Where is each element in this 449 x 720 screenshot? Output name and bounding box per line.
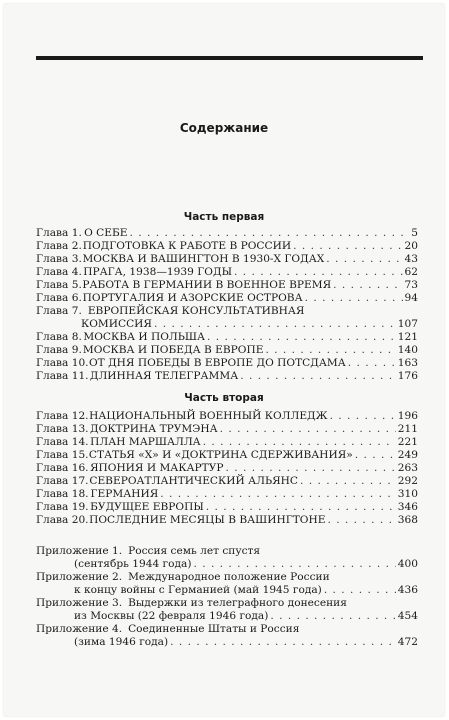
- appendix-list: [36, 545, 418, 649]
- entry-page-number: 472: [397, 636, 418, 648]
- entry-page-number: 249: [397, 449, 418, 461]
- toc-entry[interactable]: [36, 514, 418, 527]
- dot-leader: [160, 488, 395, 501]
- entry-title: ДЛИННАЯ ТЕЛЕГРАММА: [89, 370, 239, 382]
- entry-title: Россия семь лет спустя: [128, 545, 261, 557]
- entry-title-continued: из Москвы (22 февраля 1946 года): [74, 610, 269, 622]
- entry-title: БУДУЩЕЕ ЕВРОПЫ: [90, 501, 204, 513]
- toc-entry-row: [36, 266, 418, 279]
- entry-title: ПЛАН МАРШАЛЛА: [90, 436, 201, 448]
- toc-entry-row: [36, 597, 418, 610]
- toc-entry-row: [36, 488, 418, 501]
- toc-entry-row: [36, 436, 418, 449]
- entry-number: Глава 20.: [36, 514, 89, 526]
- entry-title-continued: (зима 1946 года): [74, 636, 169, 648]
- entry-title-continued: (сентябрь 1944 года): [74, 558, 192, 570]
- toc-entry-row: [36, 475, 418, 488]
- dot-leader: [348, 357, 396, 370]
- part-two-list: [36, 410, 418, 527]
- toc-entry-row: [36, 571, 418, 584]
- toc-entry-row: [36, 584, 418, 597]
- toc-entry-row: [36, 227, 418, 240]
- toc-entry-row: [36, 462, 418, 475]
- entry-number: Глава 19.: [36, 501, 89, 513]
- toc-entry-row: [36, 514, 418, 527]
- entry-page-number: 163: [397, 357, 418, 369]
- toc-entry[interactable]: [36, 240, 418, 253]
- dot-leader: [324, 584, 396, 597]
- entry-number: Приложение 2.: [36, 571, 123, 583]
- entry-title: МОСКВА И ПОЛЬША: [83, 331, 206, 343]
- entry-page-number: 292: [397, 475, 418, 487]
- dot-leader: [293, 240, 402, 253]
- entry-number: Глава 5.: [36, 279, 82, 291]
- entry-title: ОТ ДНЯ ПОБЕДЫ В ЕВРОПЕ ДО ПОТСДАМА: [88, 357, 346, 369]
- toc-entry-row: [36, 558, 418, 571]
- dot-leader: [270, 610, 395, 623]
- dot-leader: [220, 423, 396, 436]
- entry-number: Глава 4.: [36, 266, 82, 278]
- book-page: [4, 4, 444, 716]
- entry-number: Глава 14.: [36, 436, 89, 448]
- entry-page-number: 94: [404, 292, 418, 304]
- part-one-list: [36, 227, 418, 383]
- entry-page-number: 368: [397, 514, 418, 526]
- entry-number: Глава 17.: [36, 475, 89, 487]
- entry-page-number: 176: [397, 370, 418, 382]
- toc-entry[interactable]: [36, 331, 418, 344]
- entry-page-number: 400: [397, 558, 418, 570]
- entry-number: Глава 15.: [36, 449, 89, 461]
- toc-entry-row: [36, 623, 418, 636]
- entry-title: СТАТЬЯ «Х» И «ДОКТРИНА СДЕРЖИВАНИЯ»: [88, 449, 353, 461]
- part-two-title: Часть вторая: [184, 392, 264, 404]
- entry-number: Приложение 1.: [36, 545, 123, 557]
- toc-entry[interactable]: [36, 545, 418, 571]
- entry-page-number: 310: [397, 488, 418, 500]
- dot-leader: [130, 227, 410, 240]
- entry-title: РАБОТА В ГЕРМАНИИ В ВОЕННОЕ ВРЕМЯ: [82, 279, 332, 291]
- entry-title: ЯПОНИЯ И МАКАРТУР: [89, 462, 224, 474]
- entry-title-continued: к концу войны с Германией (май 1945 года): [74, 584, 322, 596]
- entry-title: ПОСЛЕДНИЕ МЕСЯЦЫ В ВАШИНГТОНЕ: [89, 514, 326, 526]
- dot-leader: [170, 636, 396, 649]
- part-one-title: Часть первая: [183, 211, 265, 223]
- toc-entry-row: [36, 449, 418, 462]
- entry-title: МОСКВА И ВАШИНГТОН В 1930-Х ГОДАХ: [82, 253, 325, 265]
- entry-title: Выдержки из телеграфного донесения: [128, 597, 347, 609]
- toc-entry[interactable]: [36, 449, 418, 462]
- dot-leader: [193, 558, 395, 571]
- entry-number: Глава 3.: [36, 253, 82, 265]
- entry-page-number: 62: [404, 266, 418, 278]
- entry-page-number: 211: [397, 423, 418, 435]
- toc-entry[interactable]: [36, 370, 418, 383]
- entry-number: Глава 2.: [36, 240, 82, 252]
- toc-entry[interactable]: [36, 423, 418, 436]
- entry-title: ГЕРМАНИЯ: [90, 488, 159, 500]
- dot-leader: [333, 279, 402, 292]
- entry-number: Глава 12.: [36, 410, 89, 422]
- toc-entry[interactable]: [36, 253, 418, 266]
- toc-entry[interactable]: [36, 488, 418, 501]
- entry-title: Соединенные Штаты и Россия: [128, 623, 300, 635]
- toc-entry-row: [36, 370, 418, 383]
- toc-entry-row: [36, 501, 418, 514]
- entry-page-number: 140: [397, 344, 418, 356]
- toc-entry[interactable]: [36, 305, 418, 331]
- entry-title: Международное положение России: [128, 571, 330, 583]
- toc-entry[interactable]: [36, 279, 418, 292]
- entry-title: ПРАГА, 1938—1939 ГОДЫ: [83, 266, 232, 278]
- toc-entry[interactable]: [36, 436, 418, 449]
- dot-leader: [305, 292, 403, 305]
- toc-entry[interactable]: [36, 410, 418, 423]
- entry-number: Глава 1.: [36, 227, 82, 239]
- dot-leader: [154, 318, 396, 331]
- entry-page-number: 263: [397, 462, 418, 474]
- toc-entry[interactable]: [36, 462, 418, 475]
- toc-entry-row: [36, 410, 418, 423]
- entry-page-number: 20: [404, 240, 418, 252]
- dot-leader: [240, 370, 396, 383]
- dot-leader: [226, 462, 396, 475]
- entry-number: Глава 11.: [36, 370, 89, 382]
- toc-entry[interactable]: [36, 227, 418, 240]
- entry-page-number: 454: [397, 610, 418, 622]
- dot-leader: [327, 514, 395, 527]
- toc-entry-row: [36, 279, 418, 292]
- entry-number: Глава 8.: [36, 331, 82, 343]
- toc-entry[interactable]: [36, 475, 418, 488]
- toc-entry[interactable]: [36, 571, 418, 597]
- entry-number: Приложение 4.: [36, 623, 123, 635]
- dot-leader: [355, 449, 396, 462]
- toc-entry[interactable]: [36, 357, 418, 370]
- toc-entry-row: [36, 240, 418, 253]
- entry-page-number: 346: [397, 501, 418, 513]
- page-title: Содержание: [179, 121, 269, 135]
- entry-number: Глава 10.: [36, 357, 89, 369]
- dot-leader: [300, 475, 396, 488]
- toc-entry-row: [36, 610, 418, 623]
- toc-entry[interactable]: [36, 344, 418, 357]
- dot-leader: [203, 436, 396, 449]
- entry-title: ЕВРОПЕЙСКАЯ КОНСУЛЬТАТИВНАЯ: [87, 305, 305, 317]
- entry-number: Глава 7.: [36, 305, 82, 317]
- entry-page-number: 221: [397, 436, 418, 448]
- entry-title: ПОДГОТОВКА К РАБОТЕ В РОССИИ: [82, 240, 292, 252]
- entry-page-number: 5: [411, 227, 418, 239]
- toc-entry-row: [36, 318, 418, 331]
- dot-leader: [326, 253, 402, 266]
- dot-leader: [234, 266, 403, 279]
- entry-title: ПОРТУГАЛИЯ И АЗОРСКИЕ ОСТРОВА: [82, 292, 303, 304]
- entry-page-number: 436: [397, 584, 418, 596]
- entry-title: СЕВЕРОАТЛАНТИЧЕСКИЙ АЛЬЯНС: [89, 475, 298, 487]
- toc-entry-row: [36, 331, 418, 344]
- entry-title: О СЕБЕ: [84, 227, 128, 239]
- toc-entry-row: [36, 292, 418, 305]
- entry-page-number: 73: [404, 279, 418, 291]
- entry-number: Глава 16.: [36, 462, 89, 474]
- dot-leader: [206, 501, 396, 514]
- entry-page-number: 121: [397, 331, 418, 343]
- toc-entry-row: [36, 357, 418, 370]
- toc-entry[interactable]: [36, 292, 418, 305]
- toc-entry-row: [36, 344, 418, 357]
- entry-number: Приложение 3.: [36, 597, 123, 609]
- dot-leader: [265, 344, 395, 357]
- dot-leader: [330, 410, 396, 423]
- entry-page-number: 107: [397, 318, 418, 330]
- toc-entry[interactable]: [36, 597, 418, 623]
- dot-leader: [207, 331, 396, 344]
- toc-entry[interactable]: [36, 266, 418, 279]
- entry-title: МОСКВА И ПОБЕДА В ЕВРОПЕ: [82, 344, 264, 356]
- toc-entry-row: [36, 253, 418, 266]
- entry-number: Глава 9.: [36, 344, 82, 356]
- toc-entry[interactable]: [36, 501, 418, 514]
- entry-page-number: 196: [397, 410, 418, 422]
- toc-entry[interactable]: [36, 623, 418, 649]
- toc-entry-row: [36, 545, 418, 558]
- toc-entry-row: [36, 423, 418, 436]
- entry-number: Глава 6.: [36, 292, 82, 304]
- entry-title: НАЦИОНАЛЬНЫЙ ВОЕННЫЙ КОЛЛЕДЖ: [89, 410, 328, 422]
- entry-title-continued: КОМИССИЯ: [81, 318, 152, 330]
- toc-entry-row: [36, 305, 418, 318]
- entry-page-number: 43: [404, 253, 418, 265]
- entry-number: Глава 13.: [36, 423, 89, 435]
- entry-title: ДОКТРИНА ТРУМЭНА: [90, 423, 218, 435]
- entry-number: Глава 18.: [36, 488, 89, 500]
- toc-entry-row: [36, 636, 418, 649]
- top-rule: [36, 56, 423, 60]
